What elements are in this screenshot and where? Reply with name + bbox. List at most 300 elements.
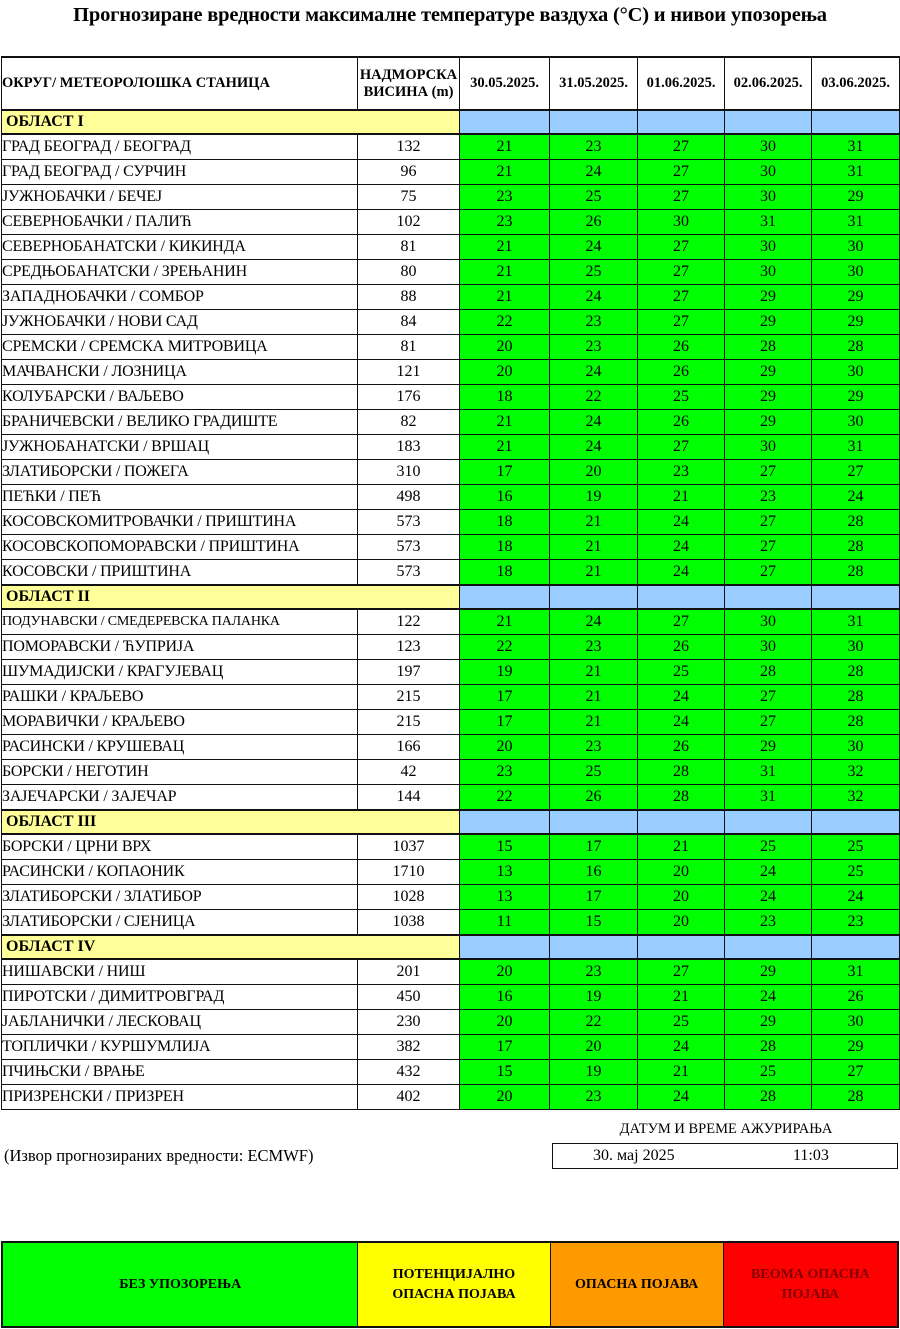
table-body <box>2 110 900 1110</box>
legend-item <box>551 1243 724 1326</box>
temperature-value: 28 <box>725 660 812 685</box>
temperature-value: 23 <box>725 910 812 936</box>
temperature-value: 16 <box>460 985 550 1010</box>
temperature-value: 29 <box>812 1035 900 1060</box>
station-name: ЗЛАТИБОРСКИ / ПОЖЕГА <box>2 460 358 485</box>
region-band-cell <box>460 585 550 609</box>
table-row <box>2 335 900 360</box>
temperature-value: 17 <box>460 685 550 710</box>
temperature-value: 26 <box>812 985 900 1010</box>
table-row <box>2 834 900 860</box>
temperature-value: 29 <box>812 385 900 410</box>
table-row <box>2 959 900 985</box>
temperature-value: 25 <box>550 260 638 285</box>
temperature-value: 20 <box>460 1010 550 1035</box>
temperature-value: 21 <box>638 834 725 860</box>
station-name: ТОПЛИЧКИ / КУРШУМЛИЈА <box>2 1035 358 1060</box>
temperature-value: 29 <box>725 1010 812 1035</box>
table-row <box>2 510 900 535</box>
station-altitude: 82 <box>358 410 460 435</box>
temperature-value: 27 <box>638 160 725 185</box>
temperature-value: 29 <box>725 360 812 385</box>
station-name: ЈУЖНОБАНАТСКИ / ВРШАЦ <box>2 435 358 460</box>
temperature-value: 24 <box>725 985 812 1010</box>
table-row <box>2 985 900 1010</box>
station-altitude: 80 <box>358 260 460 285</box>
temperature-value: 31 <box>812 134 900 160</box>
table-row <box>2 735 900 760</box>
temperature-value: 24 <box>725 885 812 910</box>
temperature-value: 30 <box>812 235 900 260</box>
station-name: ПОДУНАВСКИ / СМЕДЕРЕВСКА ПАЛАНКА <box>2 609 358 635</box>
station-altitude: 42 <box>358 760 460 785</box>
temperature-value: 19 <box>460 660 550 685</box>
source-note: (Извор прогнозираних вредности: ECMWF) <box>4 1146 314 1165</box>
temperature-value: 17 <box>550 834 638 860</box>
temperature-value: 11 <box>460 910 550 936</box>
temperature-value: 23 <box>460 210 550 235</box>
temperature-value: 21 <box>460 235 550 260</box>
temperature-value: 31 <box>725 760 812 785</box>
legend-item <box>3 1243 358 1326</box>
region-band-cell <box>638 935 725 959</box>
temperature-value: 20 <box>638 885 725 910</box>
temperature-value: 27 <box>638 435 725 460</box>
station-altitude: 96 <box>358 160 460 185</box>
temperature-value: 29 <box>725 385 812 410</box>
table-row <box>2 1060 900 1085</box>
temperature-value: 25 <box>812 834 900 860</box>
temperature-value: 28 <box>725 335 812 360</box>
legend-label: ОПАСНА ПОЈАВА <box>575 1276 699 1292</box>
temperature-value: 30 <box>812 260 900 285</box>
temperature-value: 26 <box>550 785 638 811</box>
date-column-header: 02.06.2025. <box>725 57 812 110</box>
station-name: ЗЛАТИБОРСКИ / ЗЛАТИБОР <box>2 885 358 910</box>
temperature-value: 25 <box>812 860 900 885</box>
warning-legend <box>1 1241 899 1328</box>
temperature-value: 23 <box>550 1085 638 1110</box>
table-row <box>2 134 900 160</box>
station-name: ЈУЖНОБАЧКИ / БЕЧЕЈ <box>2 185 358 210</box>
temperature-value: 21 <box>460 260 550 285</box>
station-name: ЈАБЛАНИЧКИ / ЛЕСКОВАЦ <box>2 1010 358 1035</box>
temperature-value: 13 <box>460 885 550 910</box>
station-altitude: 498 <box>358 485 460 510</box>
temperature-value: 29 <box>725 735 812 760</box>
legend-label: БЕЗ УПОЗОРЕЊА <box>119 1276 242 1292</box>
altitude-header-line2: ВИСИНА (m) <box>363 83 454 100</box>
date-column-header: 30.05.2025. <box>460 57 550 110</box>
table-row <box>2 260 900 285</box>
table-row <box>2 360 900 385</box>
temperature-value: 24 <box>638 535 725 560</box>
temperature-value: 23 <box>725 485 812 510</box>
temperature-value: 30 <box>725 609 812 635</box>
temperature-value: 25 <box>638 1010 725 1035</box>
temperature-value: 27 <box>638 285 725 310</box>
temperature-value: 28 <box>812 535 900 560</box>
temperature-value: 28 <box>725 1085 812 1110</box>
station-altitude: 432 <box>358 1060 460 1085</box>
table-row <box>2 285 900 310</box>
temperature-value: 20 <box>460 735 550 760</box>
temperature-value: 21 <box>460 160 550 185</box>
temperature-value: 17 <box>460 710 550 735</box>
table-row <box>2 485 900 510</box>
temperature-value: 20 <box>460 1085 550 1110</box>
table-row <box>2 660 900 685</box>
region-band-cell <box>638 110 725 134</box>
temperature-value: 21 <box>460 609 550 635</box>
temperature-value: 29 <box>725 410 812 435</box>
temperature-value: 24 <box>638 560 725 586</box>
station-name: РАШКИ / КРАЉЕВО <box>2 685 358 710</box>
temperature-value: 22 <box>460 785 550 811</box>
temperature-value: 27 <box>725 460 812 485</box>
region-band-cell <box>460 110 550 134</box>
temperature-value: 26 <box>550 210 638 235</box>
temperature-value: 24 <box>550 410 638 435</box>
temperature-value: 21 <box>550 710 638 735</box>
temperature-value: 24 <box>550 235 638 260</box>
temperature-value: 21 <box>460 410 550 435</box>
temperature-value: 30 <box>812 410 900 435</box>
temperature-value: 27 <box>725 710 812 735</box>
table-row <box>2 210 900 235</box>
region-band-cell <box>812 110 900 134</box>
temperature-value: 20 <box>460 959 550 985</box>
station-name: ПЕЋКИ / ПЕЋ <box>2 485 358 510</box>
altitude-column-header <box>358 57 460 110</box>
temperature-value: 28 <box>725 1035 812 1060</box>
station-altitude: 81 <box>358 235 460 260</box>
region-header-row <box>2 810 900 834</box>
temperature-value: 26 <box>638 360 725 385</box>
station-altitude: 88 <box>358 285 460 310</box>
temperature-value: 18 <box>460 560 550 586</box>
station-altitude: 573 <box>358 510 460 535</box>
temperature-value: 32 <box>812 760 900 785</box>
station-altitude: 176 <box>358 385 460 410</box>
table-row <box>2 410 900 435</box>
station-altitude: 84 <box>358 310 460 335</box>
station-altitude: 102 <box>358 210 460 235</box>
station-altitude: 75 <box>358 185 460 210</box>
temperature-value: 25 <box>550 185 638 210</box>
temperature-value: 15 <box>550 910 638 936</box>
legend-item <box>724 1243 897 1326</box>
temperature-value: 23 <box>550 335 638 360</box>
region-band-cell <box>812 935 900 959</box>
temperature-value: 21 <box>550 510 638 535</box>
station-name: МОРАВИЧКИ / КРАЉЕВО <box>2 710 358 735</box>
temperature-value: 28 <box>812 710 900 735</box>
temperature-value: 20 <box>550 460 638 485</box>
station-altitude: 382 <box>358 1035 460 1060</box>
temperature-value: 20 <box>550 1035 638 1060</box>
table-row <box>2 885 900 910</box>
temperature-value: 17 <box>460 460 550 485</box>
station-name: НИШАВСКИ / НИШ <box>2 959 358 985</box>
temperature-value: 19 <box>550 485 638 510</box>
temperature-value: 18 <box>460 535 550 560</box>
table-row <box>2 1035 900 1060</box>
table-row <box>2 910 900 936</box>
table-header-row <box>2 57 900 110</box>
region-name: ОБЛАСТ III <box>2 810 460 834</box>
temperature-value: 24 <box>638 1085 725 1110</box>
temperature-value: 24 <box>550 360 638 385</box>
region-header-row <box>2 585 900 609</box>
temperature-value: 27 <box>725 685 812 710</box>
temperature-value: 30 <box>725 435 812 460</box>
temperature-value: 28 <box>812 1085 900 1110</box>
temperature-value: 25 <box>725 1060 812 1085</box>
temperature-value: 21 <box>460 435 550 460</box>
station-name: КОСОВСКОМИТРОВАЧКИ / ПРИШТИНА <box>2 510 358 535</box>
station-name: СРЕДЊОБАНАТСКИ / ЗРЕЊАНИН <box>2 260 358 285</box>
temperature-value: 27 <box>725 560 812 586</box>
temperature-value: 15 <box>460 1060 550 1085</box>
temperature-value: 29 <box>812 285 900 310</box>
temperature-value: 31 <box>812 609 900 635</box>
temperature-value: 24 <box>550 160 638 185</box>
station-altitude: 215 <box>358 685 460 710</box>
station-altitude: 166 <box>358 735 460 760</box>
table-row <box>2 635 900 660</box>
temperature-value: 13 <box>460 860 550 885</box>
temperature-value: 25 <box>638 385 725 410</box>
temperature-value: 31 <box>812 210 900 235</box>
temperature-value: 18 <box>460 510 550 535</box>
station-altitude: 144 <box>358 785 460 811</box>
update-date: 30. мај 2025 <box>593 1147 675 1164</box>
temperature-value: 24 <box>550 435 638 460</box>
station-altitude: 450 <box>358 985 460 1010</box>
station-name: ЗАПАДНОБАЧКИ / СОМБОР <box>2 285 358 310</box>
temperature-value: 25 <box>638 660 725 685</box>
region-band-cell <box>725 585 812 609</box>
station-altitude: 573 <box>358 560 460 586</box>
station-altitude: 1038 <box>358 910 460 936</box>
region-band-cell <box>725 810 812 834</box>
station-altitude: 1037 <box>358 834 460 860</box>
table-row <box>2 310 900 335</box>
temperature-value: 21 <box>638 985 725 1010</box>
temperature-value: 30 <box>725 635 812 660</box>
table-row <box>2 685 900 710</box>
region-band-cell <box>550 110 638 134</box>
temperature-value: 23 <box>812 910 900 936</box>
table-row <box>2 535 900 560</box>
table-row <box>2 385 900 410</box>
temperature-value: 30 <box>725 160 812 185</box>
table-row <box>2 435 900 460</box>
temperature-value: 21 <box>460 285 550 310</box>
station-name: ЗАЈЕЧАРСКИ / ЗАЈЕЧАР <box>2 785 358 811</box>
region-band-cell <box>638 585 725 609</box>
temperature-value: 27 <box>638 609 725 635</box>
temperature-value: 24 <box>638 685 725 710</box>
temperature-value: 19 <box>550 1060 638 1085</box>
update-time: 11:03 <box>793 1147 829 1164</box>
temperature-value: 24 <box>550 285 638 310</box>
region-header-row <box>2 110 900 134</box>
temperature-value: 25 <box>725 834 812 860</box>
temperature-value: 29 <box>812 310 900 335</box>
temperature-value: 29 <box>725 310 812 335</box>
temperature-value: 22 <box>550 1010 638 1035</box>
station-altitude: 573 <box>358 535 460 560</box>
temperature-value: 24 <box>725 860 812 885</box>
temperature-value: 28 <box>812 510 900 535</box>
legend-label: ВЕОМА ОПАСНА ПОЈАВА <box>751 1266 870 1302</box>
temperature-value: 28 <box>638 785 725 811</box>
temperature-value: 20 <box>638 860 725 885</box>
temperature-value: 30 <box>812 735 900 760</box>
table-row <box>2 860 900 885</box>
region-band-cell <box>460 935 550 959</box>
temperature-value: 30 <box>725 134 812 160</box>
temperature-value: 31 <box>725 210 812 235</box>
temperature-value: 30 <box>638 210 725 235</box>
temperature-value: 25 <box>550 760 638 785</box>
station-name: БОРСКИ / ЦРНИ ВРХ <box>2 834 358 860</box>
station-name: ЗЛАТИБОРСКИ / СЈЕНИЦА <box>2 910 358 936</box>
temperature-value: 27 <box>812 460 900 485</box>
station-altitude: 310 <box>358 460 460 485</box>
temperature-value: 30 <box>812 360 900 385</box>
temperature-value: 20 <box>460 360 550 385</box>
temperature-value: 27 <box>638 185 725 210</box>
temperature-value: 31 <box>812 959 900 985</box>
temperature-value: 21 <box>638 485 725 510</box>
temperature-value: 22 <box>460 635 550 660</box>
temperature-value: 21 <box>460 134 550 160</box>
temperature-value: 21 <box>550 685 638 710</box>
table-row <box>2 235 900 260</box>
temperature-value: 23 <box>550 735 638 760</box>
temperature-table <box>1 56 900 1110</box>
region-band-cell <box>725 110 812 134</box>
temperature-value: 28 <box>812 660 900 685</box>
station-name: СРЕМСКИ / СРЕМСКА МИТРОВИЦА <box>2 335 358 360</box>
table-row <box>2 785 900 811</box>
temperature-value: 31 <box>812 435 900 460</box>
station-altitude: 201 <box>358 959 460 985</box>
station-column-header: ОКРУГ/ МЕТЕОРОЛОШКА СТАНИЦА <box>2 57 358 110</box>
temperature-value: 22 <box>460 310 550 335</box>
temperature-value: 31 <box>725 785 812 811</box>
temperature-value: 27 <box>638 310 725 335</box>
temperature-value: 27 <box>638 235 725 260</box>
table-row <box>2 760 900 785</box>
temperature-value: 26 <box>638 335 725 360</box>
table-row <box>2 460 900 485</box>
temperature-value: 23 <box>460 760 550 785</box>
region-header-row <box>2 935 900 959</box>
temperature-value: 15 <box>460 834 550 860</box>
station-name: ЈУЖНОБАЧКИ / НОВИ САД <box>2 310 358 335</box>
temperature-value: 26 <box>638 635 725 660</box>
temperature-value: 30 <box>725 260 812 285</box>
temperature-value: 23 <box>550 959 638 985</box>
table-row <box>2 185 900 210</box>
region-band-cell <box>725 935 812 959</box>
table-row <box>2 160 900 185</box>
station-altitude: 1028 <box>358 885 460 910</box>
temperature-value: 20 <box>460 335 550 360</box>
temperature-value: 27 <box>812 1060 900 1085</box>
station-name: ПИРОТСКИ / ДИМИТРОВГРАД <box>2 985 358 1010</box>
legend-item <box>358 1243 550 1326</box>
temperature-value: 30 <box>812 635 900 660</box>
station-name: СЕВЕРНОБАНАТСКИ / КИКИНДА <box>2 235 358 260</box>
station-name: РАСИНСКИ / КРУШЕВАЦ <box>2 735 358 760</box>
temperature-value: 20 <box>638 910 725 936</box>
temperature-value: 27 <box>725 510 812 535</box>
table-row <box>2 560 900 586</box>
station-name: МАЧВАНСКИ / ЛОЗНИЦА <box>2 360 358 385</box>
station-altitude: 132 <box>358 134 460 160</box>
temperature-value: 19 <box>550 985 638 1010</box>
temperature-value: 22 <box>550 385 638 410</box>
temperature-value: 27 <box>638 134 725 160</box>
temperature-value: 17 <box>550 885 638 910</box>
temperature-value: 28 <box>812 685 900 710</box>
temperature-value: 24 <box>550 609 638 635</box>
temperature-value: 24 <box>638 1035 725 1060</box>
station-name: БОРСКИ / НЕГОТИН <box>2 760 358 785</box>
region-band-cell <box>550 935 638 959</box>
table-row <box>2 710 900 735</box>
table-row <box>2 1010 900 1035</box>
region-band-cell <box>812 585 900 609</box>
legend-label: ПОТЕНЦИЈАЛНО ОПАСНА ПОЈАВА <box>392 1266 516 1302</box>
temperature-value: 28 <box>812 335 900 360</box>
temperature-value: 23 <box>550 310 638 335</box>
region-name: ОБЛАСТ IV <box>2 935 460 959</box>
station-name: ПОМОРАВСКИ / ЋУПРИЈА <box>2 635 358 660</box>
temperature-value: 30 <box>725 235 812 260</box>
temperature-value: 21 <box>550 535 638 560</box>
station-name: ГРАД БЕОГРАД / СУРЧИН <box>2 160 358 185</box>
altitude-header-line1: НАДМОРСКА <box>359 66 458 83</box>
temperature-value: 24 <box>812 485 900 510</box>
temperature-value: 24 <box>812 885 900 910</box>
temperature-value: 27 <box>638 260 725 285</box>
temperature-value: 30 <box>812 1010 900 1035</box>
temperature-value: 26 <box>638 410 725 435</box>
station-name: ПЧИЊСКИ / ВРАЊЕ <box>2 1060 358 1085</box>
date-column-header: 31.05.2025. <box>550 57 638 110</box>
station-altitude: 122 <box>358 609 460 635</box>
temperature-value: 23 <box>460 185 550 210</box>
temperature-value: 30 <box>725 185 812 210</box>
station-altitude: 123 <box>358 635 460 660</box>
temperature-value: 16 <box>550 860 638 885</box>
temperature-value: 24 <box>638 710 725 735</box>
station-altitude: 183 <box>358 435 460 460</box>
station-altitude: 121 <box>358 360 460 385</box>
update-label: ДАТУМ И ВРЕМЕ АЖУРИРАЊА <box>619 1121 833 1137</box>
station-name: БРАНИЧЕВСКИ / ВЕЛИКО ГРАДИШТЕ <box>2 410 358 435</box>
station-name: ПРИЗРЕНСКИ / ПРИЗРЕН <box>2 1085 358 1110</box>
station-altitude: 402 <box>358 1085 460 1110</box>
station-name: КОСОВСКОПОМОРАВСКИ / ПРИШТИНА <box>2 535 358 560</box>
temperature-value: 17 <box>460 1035 550 1060</box>
